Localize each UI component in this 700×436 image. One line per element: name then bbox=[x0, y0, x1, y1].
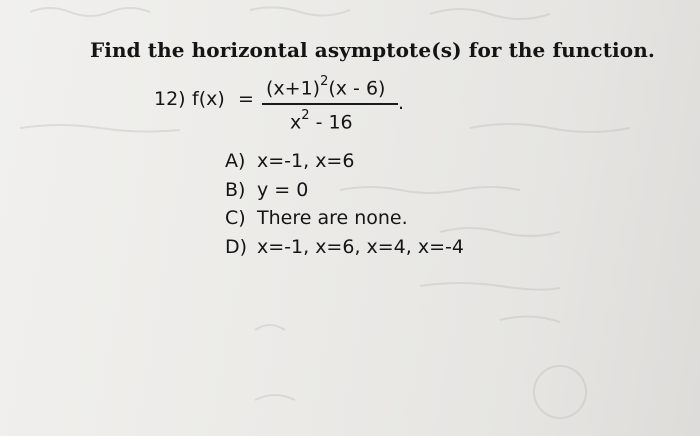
instruction-heading: Find the horizontal asymptote(s) for the function. bbox=[90, 38, 655, 62]
option-letter: B) bbox=[225, 179, 246, 201]
fraction-numerator bbox=[266, 76, 385, 99]
answer-option-a bbox=[225, 150, 354, 172]
option-text: y = 0 bbox=[257, 179, 309, 201]
option-text: x=-1, x=6, x=4, x=-4 bbox=[257, 236, 464, 258]
numerator-exponent: 2 bbox=[320, 74, 329, 89]
option-letter: C) bbox=[225, 207, 246, 229]
option-letter: D) bbox=[225, 236, 248, 258]
answer-option-b bbox=[225, 179, 308, 201]
question-number: 12) bbox=[154, 88, 186, 110]
fraction-denominator bbox=[290, 110, 353, 133]
equals-sign: = bbox=[238, 88, 254, 110]
option-text: There are none. bbox=[257, 207, 408, 229]
denominator-base: x bbox=[290, 111, 302, 134]
function-name: f(x) bbox=[192, 88, 225, 110]
denominator-exponent: 2 bbox=[301, 108, 310, 123]
numerator-rest: (x - 6) bbox=[328, 77, 386, 100]
fraction-bar bbox=[262, 103, 398, 105]
denominator-rest: - 16 bbox=[309, 111, 353, 134]
fraction-period: . bbox=[398, 92, 405, 114]
answer-option-c bbox=[225, 207, 408, 229]
numerator-base: (x+1) bbox=[266, 77, 321, 100]
option-text: x=-1, x=6 bbox=[257, 150, 355, 172]
option-letter: A) bbox=[225, 150, 246, 172]
answer-option-d bbox=[225, 236, 464, 258]
